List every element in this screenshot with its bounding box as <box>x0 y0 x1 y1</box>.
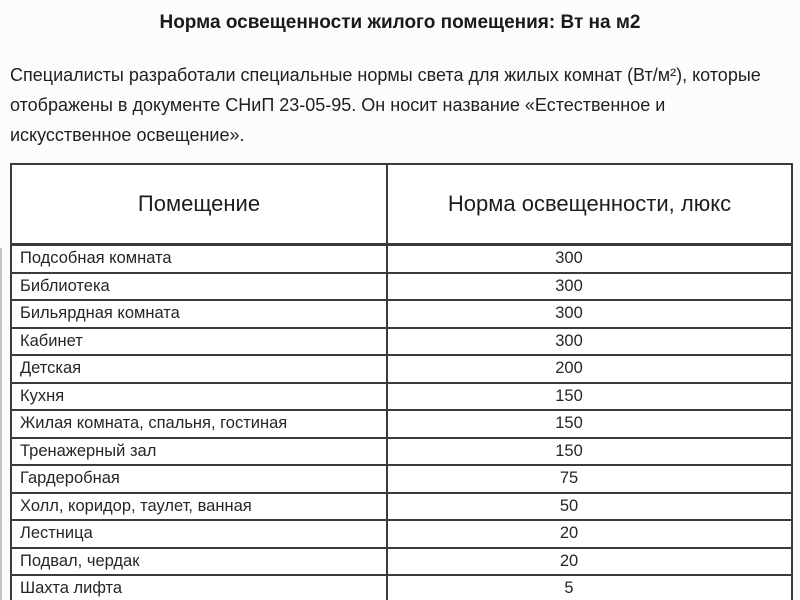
lux-cell: 20 <box>387 548 792 576</box>
room-cell: Детская <box>11 355 387 383</box>
table-row <box>11 245 792 273</box>
lux-cell: 150 <box>387 410 792 438</box>
table-row <box>11 328 792 356</box>
lux-cell: 20 <box>387 520 792 548</box>
table-row <box>11 383 792 411</box>
lighting-norms-table <box>10 163 793 600</box>
table-row <box>11 520 792 548</box>
table-header-row <box>11 164 792 245</box>
room-cell: Лестница <box>11 520 387 548</box>
table-row <box>11 548 792 576</box>
room-cell: Гардеробная <box>11 465 387 493</box>
lux-cell: 150 <box>387 383 792 411</box>
table-row <box>11 438 792 466</box>
lux-cell: 300 <box>387 273 792 301</box>
lux-cell: 300 <box>387 328 792 356</box>
table-row <box>11 273 792 301</box>
table-row <box>11 410 792 438</box>
room-cell: Бильярдная комната <box>11 300 387 328</box>
page-title: Норма освещенности жилого помещения: Вт на м2 <box>159 12 641 33</box>
table-row <box>11 575 792 600</box>
table-row <box>11 465 792 493</box>
table-row <box>11 493 792 521</box>
lux-cell: 300 <box>387 245 792 273</box>
lux-cell: 200 <box>387 355 792 383</box>
column-header-lux: Норма освещенности, люкс <box>387 164 792 245</box>
room-cell: Тренажерный зал <box>11 438 387 466</box>
table-body <box>11 245 792 600</box>
room-cell: Шахта лифта <box>11 575 387 600</box>
room-cell: Подсобная комната <box>11 245 387 273</box>
table-row <box>11 300 792 328</box>
room-cell: Подвал, чердак <box>11 548 387 576</box>
column-header-room: Помещение <box>11 164 387 245</box>
table-row <box>11 355 792 383</box>
lux-cell: 300 <box>387 300 792 328</box>
lux-cell: 50 <box>387 493 792 521</box>
room-cell: Холл, коридор, таулет, ванная <box>11 493 387 521</box>
intro-paragraph: Специалисты разработали специальные нормы света для жилых комнат (Вт/м²), которые отображены в документе СНиП 23-05-95. Он носит название «Естественное и искусственное освещение». <box>10 65 761 145</box>
room-cell: Кухня <box>11 383 387 411</box>
lux-cell: 150 <box>387 438 792 466</box>
scan-edge-artifact <box>0 248 2 600</box>
room-cell: Библиотека <box>11 273 387 301</box>
room-cell: Жилая комната, спальня, гостиная <box>11 410 387 438</box>
lux-cell: 75 <box>387 465 792 493</box>
lux-cell: 5 <box>387 575 792 600</box>
room-cell: Кабинет <box>11 328 387 356</box>
